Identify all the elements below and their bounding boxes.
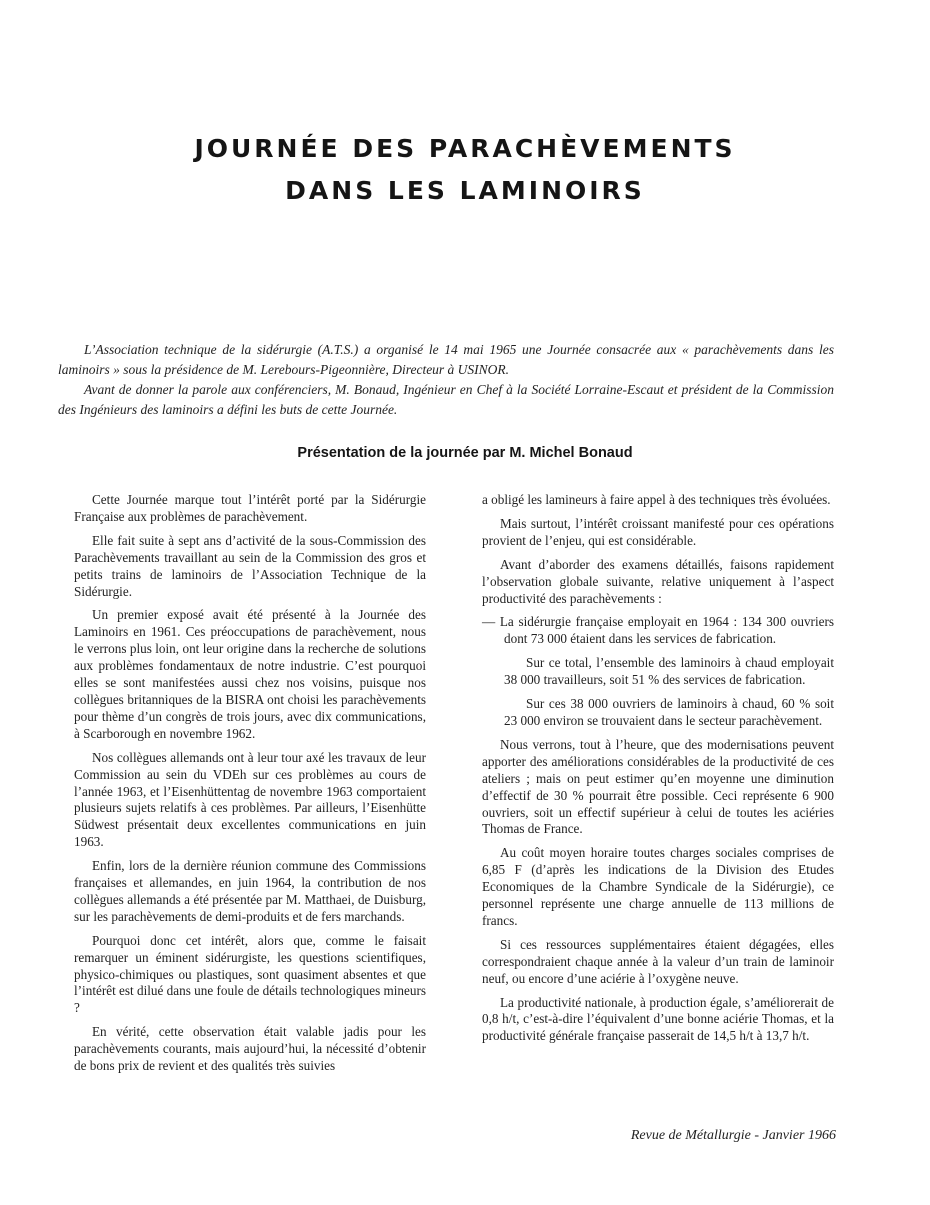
intro-paragraph: L’Association technique de la sidérurgie (A.T.S.) a organisé le 14 mai 1965 une Journée consacrée aux « parachèvements dans les laminoirs » sous la présidence de M. Lerebours-Pigeonnière, Directeur à USINOR. (58, 342, 834, 377)
left-column (74, 492, 426, 1082)
body-paragraph: Si ces ressources supplémentaires étaient dégagées, elles correspondraient chaque année à la valeur d’un train de laminoir neuf, ou encore d’une aciérie à l’oxygène neuve. (482, 936, 834, 986)
body-paragraph: Un premier exposé avait été présenté à la Journée des Laminoirs en 1961. Ces préoccupations de parachèvement, nous le verrons plus loin, ont leur origine dans la recherche de solutions aux problèmes fondamentaux de notre industrie. C’est pourquoi elles se sont manifestées aussi chez nos voisins, puisque nos collègues britanniques de la BISRA ont choisi les parachèvements pour thème d’un congrès de trois jours, avec dix communications, à Scarborough en novembre 1962. (74, 607, 426, 741)
body-paragraph: a obligé les lamineurs à faire appel à des techniques très évoluées. (482, 492, 831, 507)
right-column (482, 492, 834, 1052)
body-paragraph: Nos collègues allemands ont à leur tour axé les travaux de leur Commission au sein du VDEh sur ces problèmes au cours de l’année 1963, et l’Eisenhüttentag de novembre 1963 comportaient plusieurs sujets relatifs à ces problèmes. Par ailleurs, l’Eisenhütte Südwest présentait deux excellentes communications en juin 1963. (74, 749, 426, 850)
article-title (0, 128, 930, 212)
body-paragraph: La productivité nationale, à production égale, s’améliorerait de 0,8 h/t, c’est-à-dire l’équivalent d’une bonne aciérie Thomas, et la productivité générale française passerait de 14,5 h/t à 13,7 h/t. (482, 994, 834, 1044)
title-line-2: DANS LES LAMINOIRS (285, 176, 645, 205)
journal-footer: Revue de Métallurgie - Janvier 1966 (630, 1128, 836, 1143)
body-paragraph: Au coût moyen horaire toutes charges sociales comprises de 6,85 F (d’après les indications de la Division des Etudes Economiques de la Chambre Syndicale de la Sidérurgie), ce personnel représente une charge annuelle de 113 millions de francs. (482, 845, 834, 928)
section-heading: Présentation de la journée par M. Michel Bonaud (297, 445, 633, 461)
body-paragraph: Nous verrons, tout à l’heure, que des modernisations peuvent apporter des améliorations considérables de la productivité de ces ateliers ; mais on peut estimer qu’en moyenne une diminution d’effectif de 30 % pourrait être possible. Ceci représente 6 900 ouvriers, soit un effectif supérieur à celui de toutes les aciéries Thomas de France. (482, 736, 834, 837)
title-line-1: JOURNÉE DES PARACHÈVEMENTS (194, 134, 736, 163)
indented-paragraph: Sur ce total, l’ensemble des laminoirs à chaud employait 38 000 travailleurs, soit 51 % des services de fabrication. (504, 655, 834, 688)
body-paragraph: Enfin, lors de la dernière réunion commune des Commissions françaises et allemandes, en juin 1964, la contribution de nos collègues allemands a été présentée par M. Matthaei, de Duisburg, sur les parachèvements de demi-produits et de fers marchands. (74, 858, 426, 924)
body-paragraph: Cette Journée marque tout l’intérêt porté par la Sidérurgie Française aux problèmes de parachèvement. (74, 492, 426, 524)
body-paragraph: Avant d’aborder des examens détaillés, faisons rapidement l’observation globale suivante, relative uniquement à l’aspect productivité des parachèvements : (482, 556, 834, 606)
body-paragraph: Pourquoi donc cet intérêt, alors que, comme le faisait remarquer un éminent sidérurgiste, les questions scientifiques, physico-chimiques ou plastiques, sont quasiment absentes et que l’intérêt est dilué dans une foule de détails technologiques mineurs ? (74, 932, 426, 1016)
body-paragraph: Mais surtout, l’intérêt croissant manifesté pour ces opérations provient de l’enjeu, qui est considérable. (482, 515, 834, 548)
intro-block (58, 340, 834, 420)
body-paragraph: Elle fait suite à sept ans d’activité de la sous-Commission des Parachèvements travaillant au sein de la Commission des gros et petits trains de laminoirs de l’Association Technique de la Sidérurgie. (74, 532, 426, 599)
intro-paragraph: Avant de donner la parole aux conférenciers, M. Bonaud, Ingénieur en Chef à la Société Lorraine-Escaut et président de la Commission des Ingénieurs des laminoirs a défini les buts de cette Journée. (58, 382, 834, 417)
indented-paragraph: Sur ces 38 000 ouvriers de laminoirs à chaud, 60 % soit 23 000 environ se trouvaient dans le secteur parachèvement. (504, 696, 834, 728)
dash-list-item: — La sidérurgie française employait en 1964 : 134 300 ouvriers dont 73 000 étaient dans les services de fabrication. (482, 614, 834, 647)
body-paragraph: En vérité, cette observation était valable jadis pour les parachèvements courants, mais aujourd’hui, la nécessité d’obtenir de bons prix de revient et des qualités très suivies (74, 1024, 426, 1074)
